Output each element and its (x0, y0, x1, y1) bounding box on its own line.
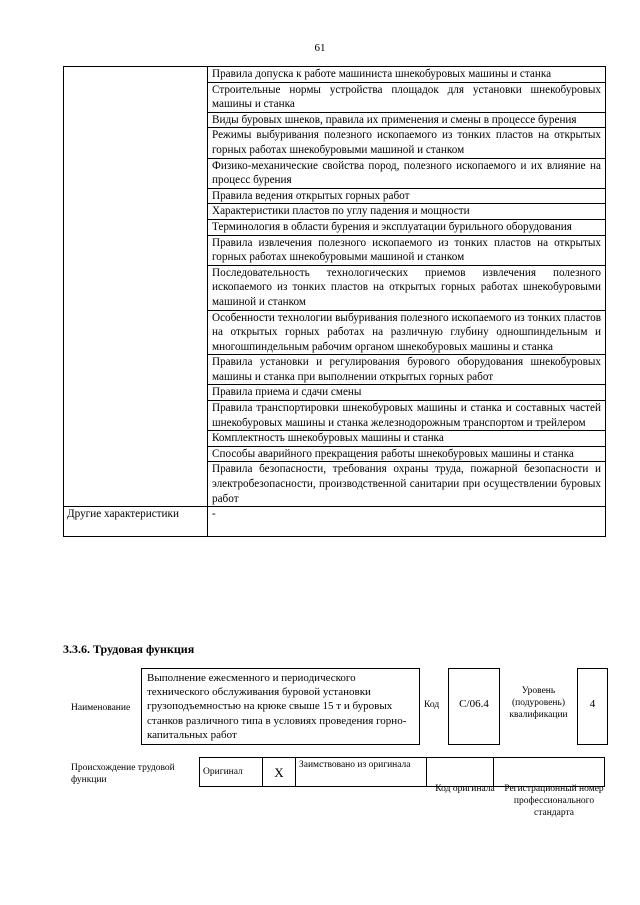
function-name-box: Выполнение ежесменного и периодического технического обслуживания буровой установки грузоподъемностью на крюке свыше 15 т и буровых станков различного типа в условиях проведения горно-капитальных работ (141, 668, 420, 745)
code-label: Код (424, 700, 440, 710)
other-label: Другие характеристики (64, 507, 208, 537)
knowledge-item: Способы аварийного прекращения работы шнекобуровых машины и станка (208, 446, 606, 462)
table-row (64, 507, 606, 537)
knowledge-item: Правила допуска к работе машиниста шнекобуровых машины и станка (208, 67, 606, 83)
knowledge-item: Характеристики пластов по углу падения и мощности (208, 204, 606, 220)
knowledge-item: Физико-механические свойства пород, полезного ископаемого и их влияние на процесс бурения (208, 158, 606, 188)
knowledge-item: Правила извлечения полезного ископаемого из тонких пластов на открытых горных работах шнекобуровыми машиной и станком (208, 235, 606, 265)
origin-label: Происхождение трудовой функции (71, 763, 175, 785)
knowledge-item: Режимы выбуривания полезного ископаемого из тонких пластов на открытых горных работах шнекобуровыми машиной и станком (208, 128, 606, 158)
reg-caption: Регистрационный номер профессионального стандарта (504, 784, 604, 818)
knowledge-table (63, 66, 606, 537)
name-label: Наименование (71, 703, 131, 713)
code-caption: Код оригинала (435, 784, 495, 794)
page-number: 61 (314, 42, 326, 54)
original-label: Оригинал (200, 758, 263, 787)
knowledge-item: Правила приема и сдачи смены (208, 385, 606, 401)
original-mark: X (263, 758, 296, 787)
knowledge-item: Правила безопасности, требования охраны труда, пожарной безопасности и электробезопасности, производственной санитарии при осуществлении буровых работ (208, 462, 606, 507)
knowledge-item: Правила ведения открытых горных работ (208, 188, 606, 204)
label-cell-empty (64, 67, 208, 507)
knowledge-item: Особенности технологии выбуривания полезного ископаемого из тонких пластов на открытых горных работах на различную глубину одношпиндельным и многошпиндельным рабочим органом шнекобуровых машины и станка (208, 310, 606, 355)
level-value-box: 4 (577, 668, 608, 745)
knowledge-item: Последовательность технологических приемов извлечения полезного ископаемого из тонких пластов на открытых горных работах шнекобуровыми машиной и станком (208, 265, 606, 310)
borrowed-label: Заимствовано из оригинала (296, 758, 427, 787)
knowledge-item: Терминология в области бурения и эксплуатации бурильного оборудования (208, 219, 606, 235)
knowledge-item: Правила установки и регулирования бурового оборудования шнекобуровых машины и станка при выполнении открытых горных работ (208, 355, 606, 385)
other-value: - (208, 507, 606, 537)
knowledge-item: Комплектность шнекобуровых машины и станка (208, 431, 606, 447)
table-row (64, 67, 606, 83)
knowledge-item: Виды буровых шнеков, правила их применения и смены в процессе бурения (208, 112, 606, 128)
section-heading: 3.3.6. Трудовая функция (63, 642, 195, 656)
code-value-box: С/06.4 (448, 668, 500, 745)
knowledge-item: Правила транспортировки шнекобуровых машины и станка и составных частей шнекобуровых машины и станка железнодорожным транспортом и трейлером (208, 401, 606, 431)
level-label: Уровень (подуровень) квалификации (509, 686, 568, 720)
knowledge-item: Строительные нормы устройства площадок для установки шнекобуровых машины и станка (208, 82, 606, 112)
